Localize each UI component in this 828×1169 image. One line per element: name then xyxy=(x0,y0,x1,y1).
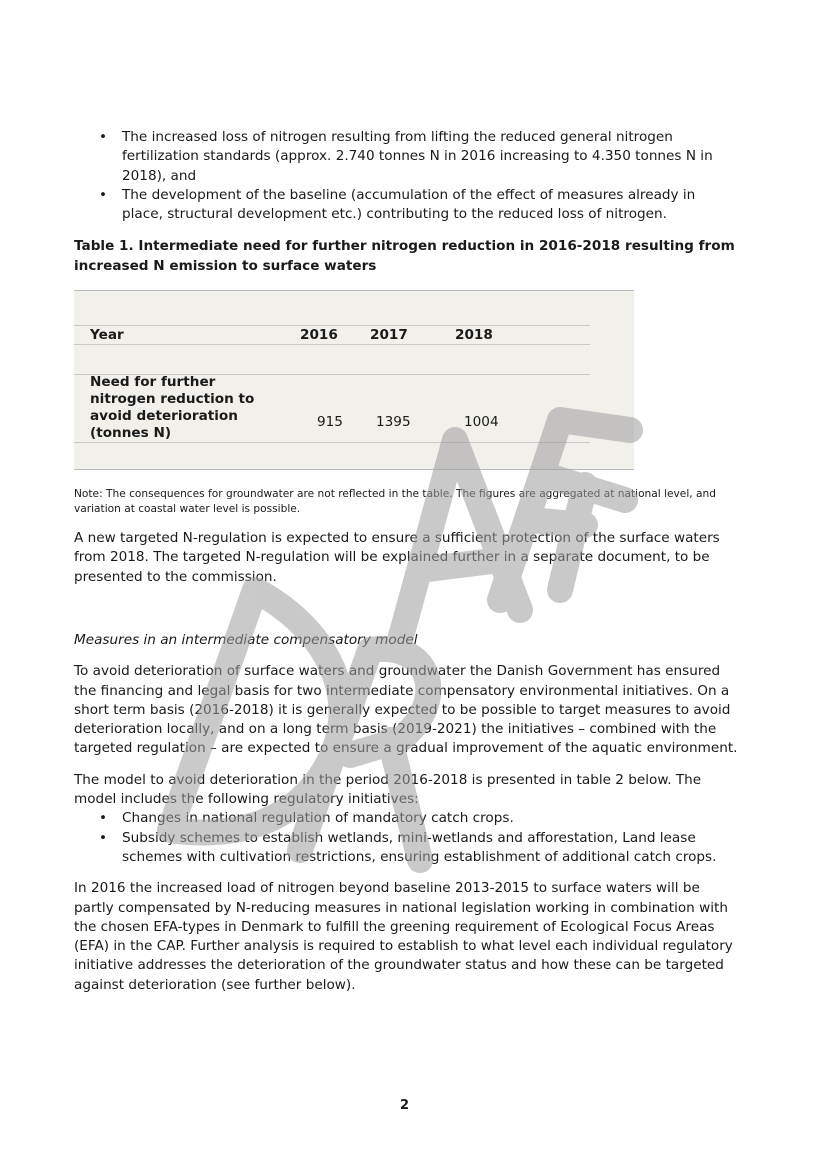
paragraph: A new targeted N-regulation is expected to ensure a sufficient protection of the surface waters from 2018. The targeted N-regulation will be explained further in a separate document, to be presented to the commission. xyxy=(74,530,720,585)
header-year: Year xyxy=(90,327,124,344)
list-item: • The increased loss of nitrogen resulting from lifting the reduced general nitrogen fertilization standards (approx. 2.740 tonnes N in 2016 increasing to 4.350 tonnes N in 2018), and xyxy=(74,128,738,186)
cell-2017: 1395 xyxy=(376,414,411,431)
list-item: • Changes in national regulation of mandatory catch crops. xyxy=(74,809,738,828)
page-content xyxy=(74,128,738,995)
table-note: Note: The consequences for groundwater are not reflected in the table. The figures are aggregated at national level, and variation at coastal water level is possible. xyxy=(74,488,716,516)
list-item: • Subsidy schemes to establish wetlands, mini-wetlands and afforestation, Land lease schemes with cultivation restrictions, ensuring establishment of additional catch crops. xyxy=(74,829,738,868)
data-table xyxy=(74,290,634,470)
paragraph: To avoid deterioration of surface waters and groundwater the Danish Government has ensured the financing and legal basis for two intermediate compensatory environmental initiatives. On a short term basis (2016-2018) it is generally expected to be possible to target measures to avoid deterioration locally, and on a long term basis (2019-2021) the initiatives – combined with the targeted regulation – are expected to ensure a gradual improvement of the aquatic environment. xyxy=(74,663,738,757)
paragraph: In 2016 the increased load of nitrogen beyond baseline 2013-2015 to surface waters will be partly compensated by N-reducing measures in national legislation working in combination with the chosen EFA-types in Denmark to fulfill the greening requirement of Ecological Focus Areas (EFA) in the CAP. Further analysis is required to establish to what level each individual regulatory initiative addresses the deterioration of the groundwater status and how these can be targeted against deterioration (see further below). xyxy=(74,880,733,993)
table-header-row xyxy=(74,325,590,345)
table-title: Table 1. Intermediate need for further nitrogen reduction in 2016-2018 resulting from increased N emission to surface waters xyxy=(74,238,735,274)
list-item: • The development of the baseline (accumulation of the effect of measures already in place, structural development etc.) contributing to the reduced loss of nitrogen. xyxy=(74,186,738,225)
table-row xyxy=(74,374,590,443)
header-2016: 2016 xyxy=(300,327,338,344)
header-2017: 2017 xyxy=(370,327,408,344)
section-heading: Measures in an intermediate compensatory model xyxy=(74,631,418,648)
bullet-list-bottom xyxy=(74,809,738,867)
cell-2018: 1004 xyxy=(464,414,499,431)
paragraph: The model to avoid deterioration in the period 2016-2018 is presented in table 2 below. The model includes the following regulatory initiatives: xyxy=(74,771,702,808)
header-2018: 2018 xyxy=(455,327,493,344)
row-label: Need for further nitrogen reduction to avoid deterioration (tonnes N) xyxy=(90,374,255,442)
page-number: 2 xyxy=(400,1098,410,1113)
bullet-list-top xyxy=(74,128,738,224)
cell-2016: 915 xyxy=(317,414,343,431)
